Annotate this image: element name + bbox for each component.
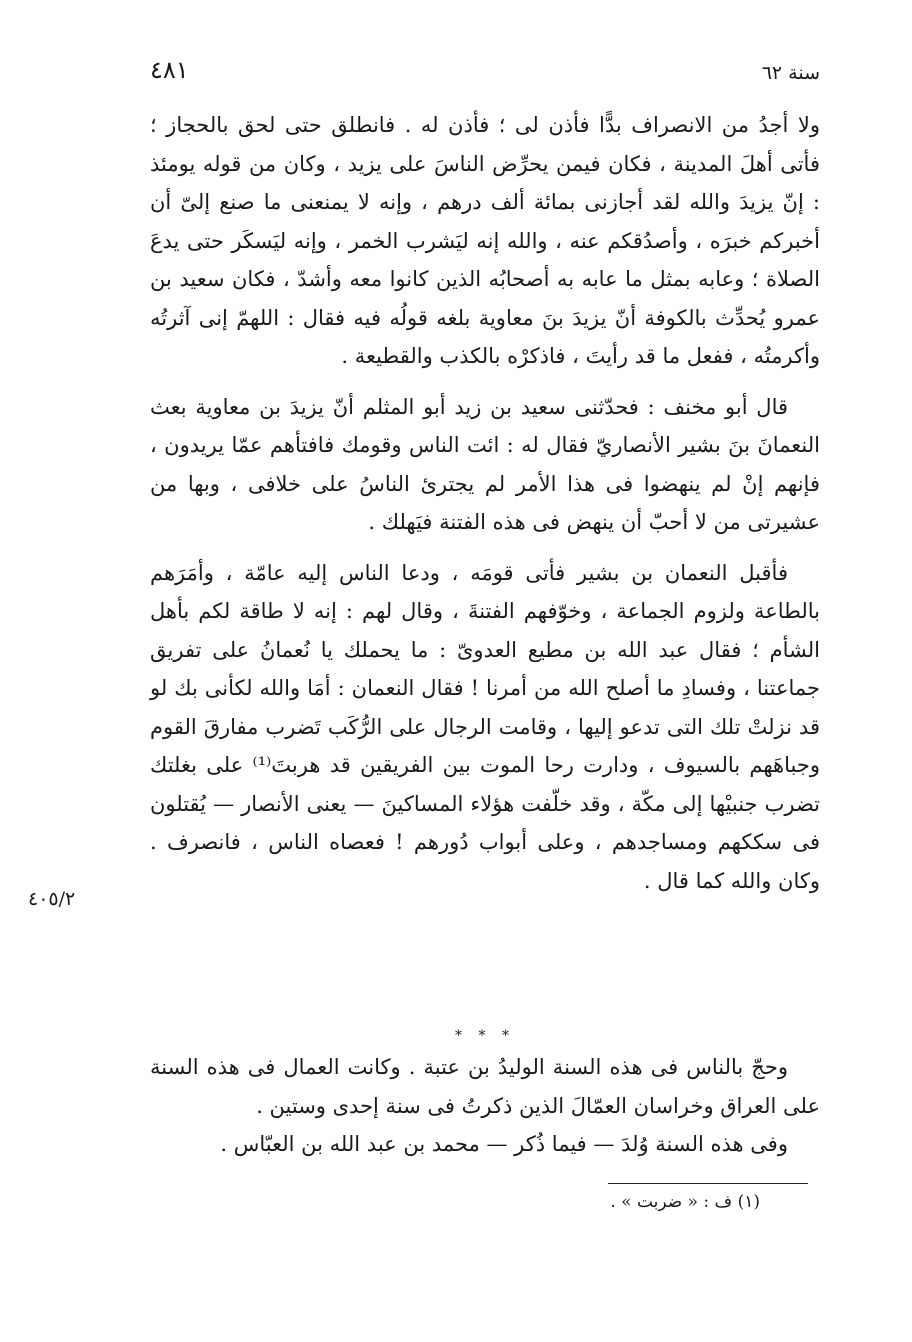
paragraph-4: وحجّ بالناس فى هذه السنة الوليدُ بن عتبة . وكانت العمال فى هذه السنة على العراق وخراسان العمّالَ الذين ذكرتُ فى سنة إحدى وستين . [150,1055,820,1118]
footnote-divider [608,1183,808,1184]
paragraph-1: ولا أجدُ من الانصراف بدًّا فأذن لى ؛ فأذن له . فانطلق حتى لحق بالحجاز ؛ فأتى أهلَ المدينة ، فكان فيمن يحرِّض الناسَ على يزيد ، وكان من قوله يومئذ : إنّ يزيدَ والله لقد أجازنى بمائة ألف درهم ، وإنه لا يمنعنى ما صنع إلىّ أن أخبركم خبرَه ، وأصدُقكم عنه ، والله إنه ليَشرب الخمر ، وإنه ليَسكَر حتى يدعَ الصلاة ؛ وعابه بمثل ما عابه به أصحابُه الذين كانوا معه وأشدّ ، فكان سعيد بن عمرو يُحدِّث بالكوفة أنّ يزيدَ بنَ معاوية بلغه قولُه فيه فقال : اللهمّ إنى آثرتُه وأكرمتُه ، ففعل ما قد رأيتَ ، فاذكرْه بالكذب والقطيعة . [150,113,820,368]
footnote: (١) ف : « ضربت » . [610,1192,760,1212]
margin-reference: ٤٠٥/٢ [28,888,76,910]
paragraph-3: فأقبل النعمان بن بشير فأتى قومَه ، ودعا الناس إليه عامّة ، وأمَرَهم بالطاعة ولزوم الجماعة ، وخوّفهم الفتنةَ ، وقال لهم : إنه لا طاقة لكم بأهل الشأم ؛ فقال عبد الله بن مطيع العدوىّ : ما يحملك يا نُعمانُ على تفريق جماعتنا ، وفسادِ ما أصلح الله من أمرنا ! فقال النعمان : أمَا والله لكأنى بك لو قد نزلتْ تلك التى تدعو إليها ، وقامت الرجال على الرُّكَب تَضرب مفارقَ القوم وجباهَهم بالسيوف ، ودارت رحا الموت بين الفريقين قد هربتَ⁽¹⁾ على بغلتك تضرب جنبيْها إلى مكّة ، وقد خلّفت هؤلاء المساكينَ — يعنى الأنصار — يُقتلون فى سككهم ومساجدهم ، وعلى أبواب دُورهم ! فعصاه الناس ، فانصرف . وكان والله كما قال . [150,560,820,893]
section-separator: * * * [455,1028,515,1044]
paragraph-5: وفى هذه السنة وُلدَ — فيما ذُكر — محمد بن عبد الله بن العبّاس . [220,1132,788,1156]
section-text [150,1048,820,1164]
running-head [150,44,820,84]
year-label: سنة ٦٢ [761,62,820,84]
main-text [150,106,820,900]
page-number: ٤٨١ [150,56,189,84]
paragraph-2: قال أبو مخنف : فحدّثنى سعيد بن زيد أبو المثلم أنّ يزيدَ بن معاوية بعث النعمانَ بنَ بشير الأنصاريّ فقال له : ائت الناس وقومك فافتأهم عمّا يريدون ، فإنهم إنْ لم ينهضوا فى هذا الأمر لم يجترئ الناسُ على خلافى ، وبها من عشيرتى من لا أحبّ أن ينهض فى هذه الفتنة فيَهلك . [150,394,820,534]
